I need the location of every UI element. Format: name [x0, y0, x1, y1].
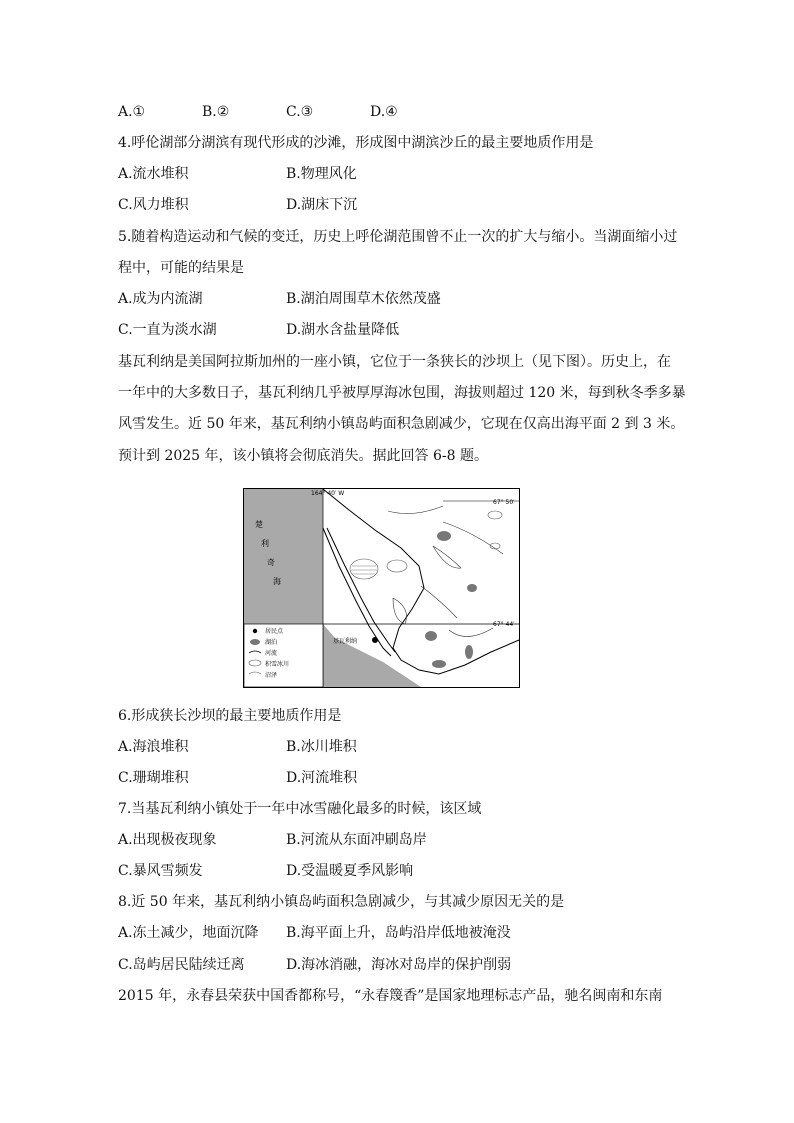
- legend-settlement: 居民点: [265, 628, 284, 635]
- q8-option-a: A.冻土减少，地面沉降: [118, 925, 259, 941]
- town-label: 基瓦利纳: [333, 638, 358, 645]
- q5-option-c: C.一直为淡水湖: [118, 322, 217, 338]
- passage-line3: 风雪发生。近 50 年来，基瓦利纳小镇岛屿面积急剧减少，它现在仅高出海平面 2 到 3 米。: [118, 416, 685, 432]
- legend-lake-icon: [250, 639, 260, 645]
- sea-char-3: 奇: [267, 558, 275, 567]
- next-passage-line1: 2015 年，永春县荣获中国香都称号，“永春篾香”是国家地理标志产品，驰名闽南和东南: [118, 988, 663, 1004]
- q4-option-b: B.物理风化: [286, 166, 357, 182]
- q6-option-a: A.海浪堆积: [118, 739, 189, 755]
- kivalina-map: [243, 488, 520, 688]
- q6-row2: [118, 768, 358, 788]
- latitude-bottom-label: 67° 44′: [493, 621, 515, 628]
- q8-option-d: D.海冰消融，海冰对岛岸的保护削弱: [286, 957, 512, 973]
- q6-option-b: B.冰川堆积: [286, 739, 357, 755]
- latitude-top-label: 67° 50′: [493, 499, 515, 506]
- q8-option-c: C.岛屿居民陆续迁离: [118, 957, 245, 973]
- q6-row1: [118, 737, 357, 757]
- q4-row1: [118, 164, 357, 184]
- q5-stem-line2: 程中，可能的结果是: [118, 260, 244, 276]
- q8-row2: [118, 955, 512, 975]
- q3-option-d: D.④: [370, 104, 398, 120]
- sea-char-2: 利: [261, 539, 269, 548]
- legend-river: 河流: [265, 650, 278, 657]
- q5-row2: [118, 320, 400, 340]
- q8-row1: [118, 923, 511, 943]
- passage-line1: 基瓦利纳是美国阿拉斯加州的一座小镇，它位于一条狭长的沙坝上（见下图）。历史上，在: [118, 354, 671, 370]
- q5-option-d: D.湖水含盐量降低: [286, 322, 400, 338]
- passage-line2: 一年中的大多数日子，基瓦利纳几乎被厚厚海冰包围，海拔则超过 120 米，每到秋冬季多暴: [118, 385, 686, 401]
- q7-option-a: A.出现极夜现象: [118, 832, 217, 848]
- q6-option-d: D.河流堆积: [286, 770, 358, 786]
- q5-stem-line1: 5.随着构造运动和气候的变迁，历史上呼伦湖范围曾不止一次的扩大与缩小。当湖面缩小过: [118, 229, 678, 245]
- longitude-label: 164° 40′ W: [311, 490, 345, 497]
- q7-option-b: B.河流从东面冲刷岛岸: [286, 832, 427, 848]
- q4-option-d: D.湖床下沉: [286, 197, 358, 213]
- q4-option-a: A.流水堆积: [118, 166, 189, 182]
- q7-row2: [118, 861, 414, 881]
- q7-stem: 7.当基瓦利纳小镇处于一年中冰雪融化最多的时候，该区域: [118, 801, 482, 817]
- sea-char-1: 楚: [255, 520, 263, 529]
- legend-lake: 湖泊: [265, 639, 278, 646]
- q6-option-c: C.珊瑚堆积: [118, 770, 189, 786]
- q8-option-b: B.海平面上升，岛屿沿岸低地被淹没: [286, 925, 511, 941]
- q7-option-d: D.受温暖夏季风影响: [286, 863, 414, 879]
- q7-option-c: C.暴风雪频发: [118, 863, 203, 879]
- q4-stem: 4.呼伦湖部分湖滨有现代形成的沙滩，形成图中湖滨沙丘的最主要地质作用是: [118, 135, 594, 151]
- q5-row1: [118, 289, 441, 309]
- q4-option-c: C.风力堆积: [118, 197, 189, 213]
- passage-line4: 预计到 2025 年，该小镇将会彻底消失。据此回答 6-8 题。: [118, 448, 488, 464]
- q5-option-a: A.成为内流湖: [118, 291, 203, 307]
- legend-marsh: 沼泽: [265, 672, 278, 679]
- legend-settlement-icon: [253, 629, 257, 633]
- q3-option-b: B.②: [202, 104, 230, 120]
- q6-stem: 6.形成狭长沙坝的最主要地质作用是: [118, 708, 342, 724]
- legend-glacier: 积雪冰川: [265, 661, 290, 668]
- q3-option-c: C.③: [286, 104, 314, 120]
- q3-option-a: A.①: [118, 104, 146, 120]
- map-legend: [244, 624, 323, 687]
- q7-row1: [118, 830, 427, 850]
- q8-stem: 8.近 50 年来，基瓦利纳小镇岛屿面积急剧减少，与其减少原因无关的是: [118, 894, 565, 910]
- q5-option-b: B.湖泊周围草木依然茂盛: [286, 291, 441, 307]
- sea-char-4: 海: [273, 577, 281, 586]
- q4-row2: [118, 195, 358, 215]
